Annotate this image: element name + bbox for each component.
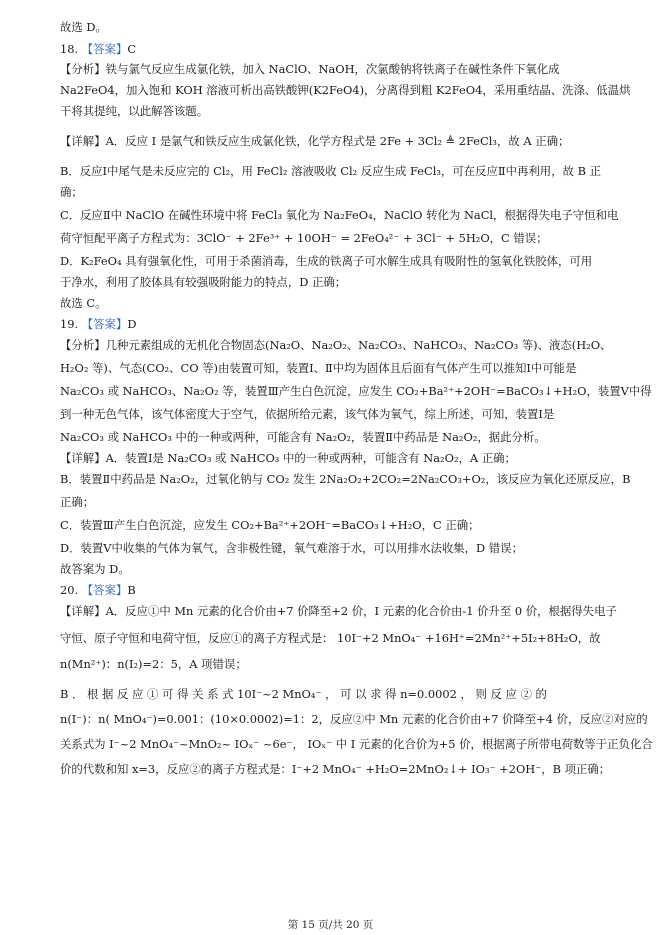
text-line: 干将其提纯，以此解答该题。 [60,104,209,118]
text-line: B．装置Ⅱ中药品是 Na₂O₂，过氧化钠与 CO₂ 发生 2Na₂O₂+2CO₂=2Na₂CO₃+O₂，该反应为氧化还原反应，B [60,472,631,486]
text-line: Na₂CO₃ 或 NaHCO₃ 中的一种或两种，可能含有 Na₂O₂，装置Ⅱ中药品是 Na₂O₂，据此分析。 [60,430,546,444]
text-line: B ． 根 据 反 应 ① 可 得 关 系 式 10I⁻~2 MnO₄⁻ ， 可 以 求 得 n=0.0002 ， 则 反 应 ② 的 [60,687,547,701]
answer-heading-19 [60,317,605,331]
answer-heading-18 [60,42,605,56]
text-line: H₂O₂ 等)、气态(CO₂、CO 等)由装置可知，装置Ⅰ、Ⅱ中均为固体且后面有气体产生可以推知Ⅰ中可能是 [60,361,577,375]
text-line: 确； [60,185,83,199]
text-line: Na2FeO4，加入饱和 KOH 溶液可析出高铁酸钾(K2FeO4)，分离得到粗 K2FeO4，采用重结晶、洗涤、低温烘 [60,83,631,97]
text-line: D．装置Ⅴ中收集的气体为氧气，含非极性键，氧气难溶于水，可以用排水法收集，D 错误； [60,541,523,555]
text-line: C．反应Ⅱ中 NaClO 在碱性环境中将 FeCl₃ 氧化为 Na₂FeO₄，NaClO 转化为 NaCl，根据得失电子守恒和电 [60,208,619,222]
answer-value: C [127,42,137,56]
text-line: 价的代数和知 x=3，反应②的离子方程式是：I⁻+2 MnO₄⁻ +H₂O=2MnO₂↓+ IO₃⁻ +2OH⁻，B 项正确； [60,762,611,776]
text-line: 【详解】A．反应①中 Mn 元素的化合价由+7 价降至+2 价，I 元素的化合价由-1 价升至 0 价，根据得失电子 [60,604,617,618]
answer-value: D [127,317,137,331]
text-line: 【分析】几种元素组成的无机化合物固态(Na₂O、Na₂O₂、Na₂CO₃、NaHCO₃、Na₂CO₃ 等)、液态(H₂O、 [60,338,612,352]
text-line: 故选 D。 [60,20,107,34]
text-line: 【分析】铁与氯气反应生成氯化铁，加入 NaClO、NaOH，次氯酸钠将铁离子在碱性条件下氧化成 [60,62,560,76]
text-line: 正确； [60,495,95,509]
text-line: 关系式为 I⁻~2 MnO₄⁻~MnO₂~ IOₓ⁻ ~6e⁻， IOₓ⁻ 中 I 元素的化合价为+5 价，根据离子所带电荷数等于正负化合 [60,737,653,751]
answer-tag: 【答案】 [81,42,128,56]
question-number: 20. [60,583,82,597]
text-line: 守恒、原子守恒和电荷守恒，反应①的离子方程式是： 10I⁻+2 MnO₄⁻ +16H⁺=2Mn²⁺+5I₂+8H₂O，故 [60,631,601,645]
answer-value: B [127,583,136,597]
text-line: 于净水，利用了胶体具有较强吸附能力的特点，D 正确； [60,275,347,289]
text-line: 到一种无色气体，该气体密度大于空气，依据所给元素，该气体为氧气，综上所述，可知，装置Ⅰ是 [60,407,555,421]
text-line: Na₂CO₃ 或 NaHCO₃、Na₂O₂ 等，装置Ⅲ产生白色沉淀，应发生 CO₂+Ba²⁺+2OH⁻=BaCO₃↓+H₂O，装置Ⅴ中得 [60,384,652,398]
text-line: n(I⁻)：n( MnO₄⁻)=0.001：(10×0.0002)=1：2，反应②中 Mn 元素的化合价由+7 价降至+4 价，反应②对应的 [60,712,648,726]
text-line: n(Mn²⁺)：n(I₂)=2：5，A 项错误； [60,657,247,671]
answer-tag: 【答案】 [81,317,128,331]
question-number: 18. [60,42,82,56]
text-line: 【详解】A．装置Ⅰ是 Na₂CO₃ 或 NaHCO₃ 中的一种或两种，可能含有 Na₂O₂，A 正确； [60,451,516,465]
text-line: 【详解】A．反应 I 是氯气和铁反应生成氯化铁，化学方程式是 2Fe + 3Cl₂ ≜ 2FeCl₃，故 A 正确； [60,134,570,148]
text-line: D．K₂FeO₄ 具有强氧化性，可用于杀菌消毒，生成的铁离子可水解生成具有吸附性的氢氧化铁胶体，可用 [60,254,593,268]
page-footer: 第 15 页/共 20 页 [287,919,374,931]
document-page [60,20,653,776]
answer-tag: 【答案】 [81,583,128,597]
text-line: 故选 C。 [60,296,107,310]
text-line: 故答案为 D。 [60,562,130,576]
answer-heading-20 [60,583,605,597]
text-line: 荷守恒配平离子方程式为：3ClO⁻ + 2Fe³⁺ + 10OH⁻ = 2FeO₄²⁻ + 3Cl⁻ + 5H₂O，C 错误； [60,231,548,245]
text-line: B．反应Ⅰ中尾气是未反应完的 Cl₂，用 FeCl₂ 溶液吸收 Cl₂ 反应生成 FeCl₃，可在反应Ⅱ中再利用，故 B 正 [60,164,601,178]
question-number: 19. [60,317,82,331]
text-line: C．装置Ⅲ产生白色沉淀，应发生 CO₂+Ba²⁺+2OH⁻=BaCO₃↓+H₂O，C 正确； [60,518,480,532]
